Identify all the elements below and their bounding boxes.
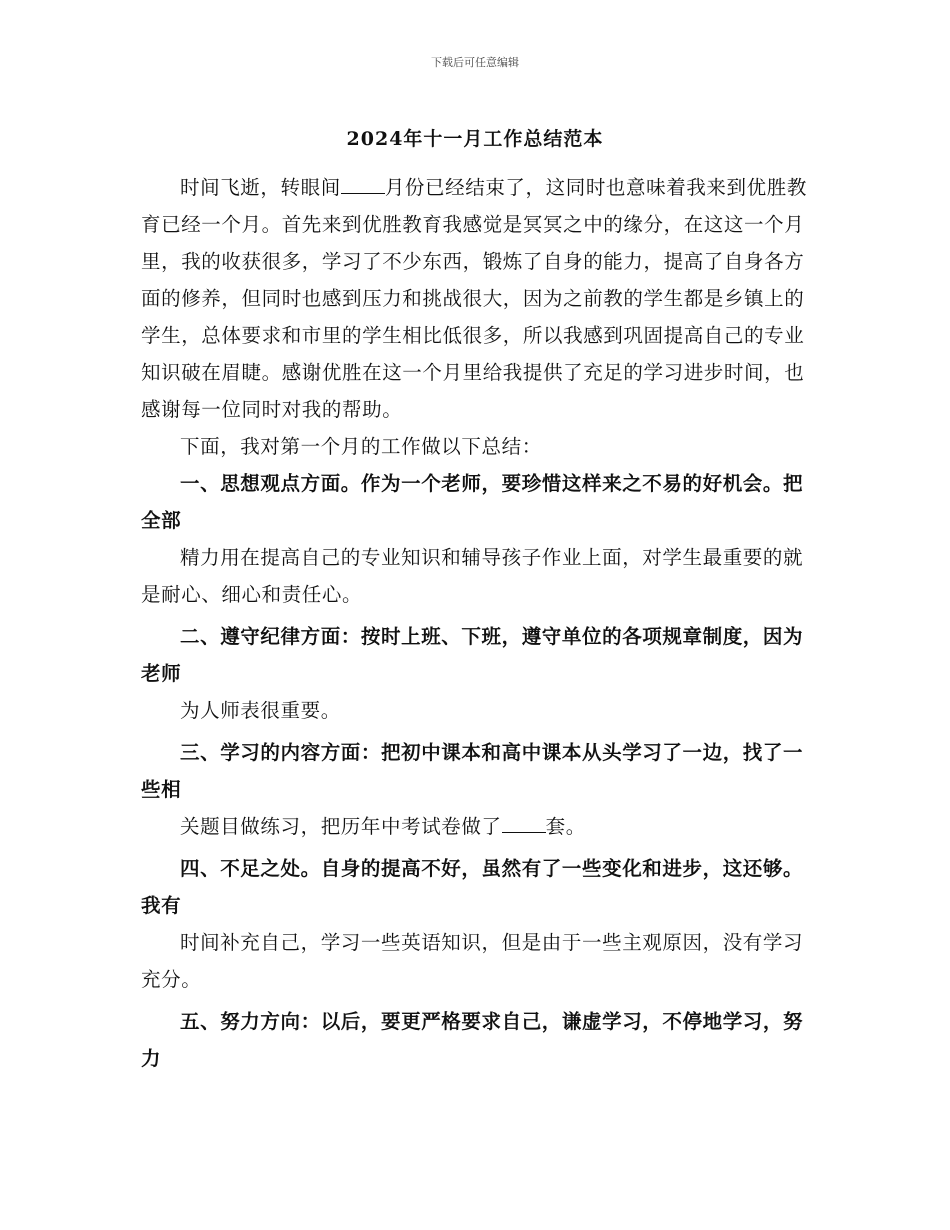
intro-text-part1: 时间飞逝，转眼间 — [180, 176, 341, 199]
header-note: 下载后可任意编辑 — [431, 56, 519, 69]
document-body — [141, 169, 811, 1077]
document-title: 2024年十一月工作总结范本 — [346, 128, 604, 150]
section-1-heading: 一、思想观点方面。作为一个老师，要珍惜这样来之不易的好机会。把全部 — [141, 472, 804, 532]
section-2-heading: 二、遵守纪律方面：按时上班、下班，遵守单位的各项规章制度，因为老师 — [141, 625, 804, 685]
intro-text-part2: 月份已经结束了，这同时也意味着我来到优胜教育已经一个月。首先来到优胜教育我感觉是冥冥之中的缘分，在这这一个月里，我的收获很多，学习了不少东西，锻炼了自身的能力，提高了自身各方面的修养，但同时也感到压力和挑战很大，因为之前教的学生都是乡镇上的学生，总体要求和市里的学生相比低很多，所以我感到巩固提高自己的专业知识破在眉睫。感谢优胜在这一个月里给我提供了充足的学习进步时间，也感谢每一位同时对我的帮助。 — [141, 176, 807, 421]
section-3-heading: 三、学习的内容方面：把初中课本和高中课本从头学习了一边，找了一些相 — [141, 741, 804, 801]
section-4-heading: 四、不足之处。自身的提高不好，虽然有了一些变化和进步，这还够。我有 — [141, 857, 804, 917]
section-3-body-part1: 关题目做练习，把历年中考试卷做了 — [180, 815, 502, 838]
summary-lead: 下面，我对第一个月的工作做以下总结： — [180, 435, 542, 458]
section-4-body: 时间补充自己，学习一些英语知识，但是由于一些主观原因，没有学习充分。 — [141, 931, 804, 991]
section-1-body: 精力用在提高自己的专业知识和辅导孩子作业上面，对学生最重要的就是耐心、细心和责任心。 — [141, 546, 804, 606]
section-3-body-part2: 套。 — [545, 815, 586, 838]
fill-in-blank — [341, 177, 385, 194]
section-3-body — [141, 808, 811, 845]
section-2-body: 为人师表很重要。 — [180, 699, 341, 722]
section-5-heading: 五、努力方向：以后，要更严格要求自己，谦虚学习，不停地学习，努力 — [141, 1010, 804, 1070]
fill-in-blank — [502, 816, 546, 833]
intro-paragraph — [141, 169, 811, 428]
